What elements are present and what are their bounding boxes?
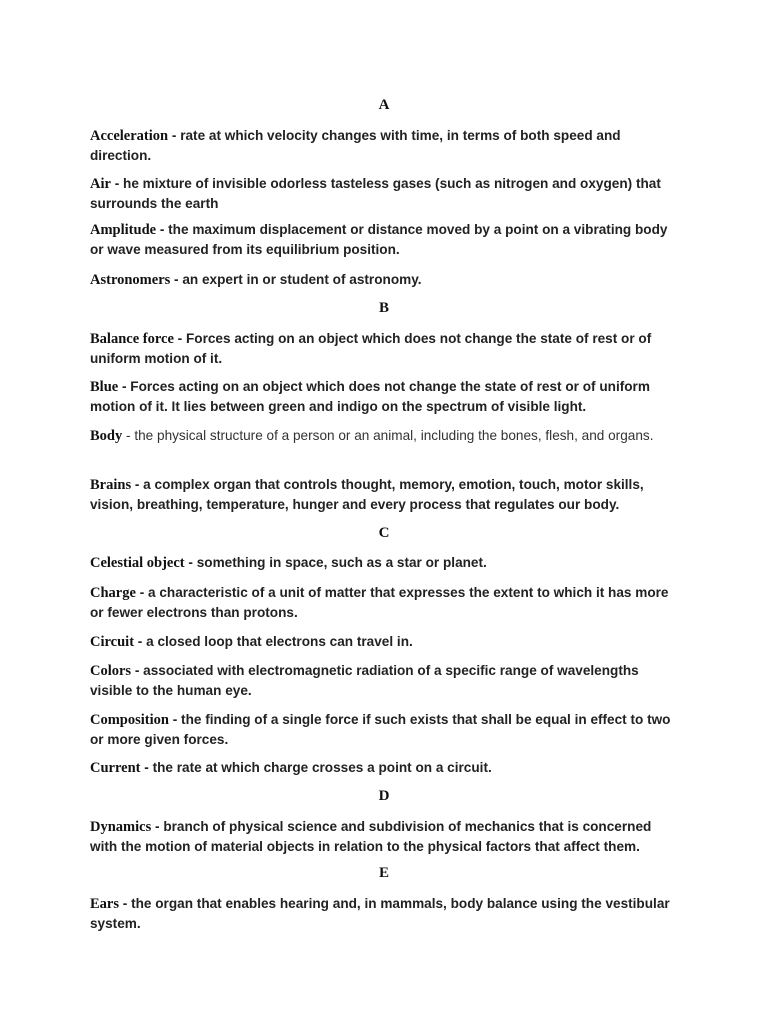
entry-definition: - he mixture of invisible odorless tasteless gases (such as nitrogen and oxygen) that surrounds the earth (90, 176, 661, 211)
glossary-entry-charge (90, 583, 682, 622)
entry-term: Charge (90, 585, 136, 601)
glossary-entry-dynamics (90, 817, 682, 856)
entry-definition: - an expert in or student of astronomy. (170, 272, 422, 287)
entry-term: Brains (90, 477, 132, 493)
entry-definition: - branch of physical science and subdivision of mechanics that is concerned with the motion of material objects in relation to the physical factors that affect them. (90, 819, 652, 854)
entry-term: Amplitude (90, 222, 157, 238)
glossary-entry-current (90, 758, 682, 778)
glossary-entry-celestial-object (90, 553, 682, 573)
entry-definition: - something in space, such as a star or planet. (184, 555, 487, 570)
entry-term: Body (90, 428, 123, 444)
glossary-entry-blue (90, 377, 682, 416)
entry-term: Acceleration (90, 128, 169, 144)
glossary-entry-brains (90, 475, 682, 514)
section-heading-e: E (378, 865, 389, 881)
entry-term: Ears (90, 896, 119, 912)
entry-definition: - the physical structure of a person or an animal, including the bones, flesh, and organs. (122, 428, 654, 443)
glossary-entry-astronomers (90, 270, 682, 290)
entry-definition: - associated with electromagnetic radiation of a specific range of wavelengths visible to the human eye. (90, 663, 639, 698)
glossary-entry-air (90, 174, 682, 213)
glossary-entry-balance-force (90, 329, 682, 368)
glossary-entry-acceleration (90, 126, 682, 165)
entry-definition: - Forces acting on an object which does not change the state of rest or of uniform motion of it. It lies between green and indigo on the spectrum of visible light. (90, 379, 650, 414)
entry-term: Air (90, 176, 111, 192)
glossary-entry-ears (90, 894, 682, 933)
entry-definition: - a characteristic of a unit of matter that expresses the extent to which it has more or fewer electrons than protons. (90, 585, 669, 620)
entry-term: Colors (90, 663, 132, 679)
glossary-entry-amplitude (90, 220, 682, 259)
glossary-entry-circuit (90, 632, 682, 652)
entry-definition: - the maximum displacement or distance moved by a point on a vibrating body or wave measured from its equilibrium position. (90, 222, 668, 257)
section-heading-d: D (378, 788, 390, 804)
entry-definition: - a complex organ that controls thought, memory, emotion, touch, motor skills, vision, breathing, temperature, hunger and every process that regulates our body. (90, 477, 644, 512)
entry-definition: - the finding of a single force if such exists that shall be equal in effect to two or more given forces. (90, 712, 671, 747)
entry-term: Current (90, 760, 141, 776)
entry-term: Dynamics (90, 819, 152, 835)
entry-definition: - a closed loop that electrons can travel in. (134, 634, 413, 649)
glossary-entry-colors (90, 661, 682, 700)
section-heading-c: C (378, 525, 390, 541)
entry-definition: - the rate at which charge crosses a point on a circuit. (140, 760, 492, 775)
entry-term: Composition (90, 712, 169, 728)
entry-term: Blue (90, 379, 119, 395)
entry-definition: - rate at which velocity changes with time, in terms of both speed and direction. (90, 128, 621, 163)
entry-definition: - Forces acting on an object which does not change the state of rest or of uniform motion of it. (90, 331, 652, 366)
entry-term: Balance force (90, 331, 174, 347)
entry-term: Astronomers (90, 272, 171, 288)
entry-term: Circuit (90, 634, 135, 650)
section-heading-a: A (378, 97, 390, 113)
glossary-entry-composition (90, 710, 682, 749)
section-heading-b: B (378, 300, 389, 316)
entry-term: Celestial object (90, 555, 185, 571)
glossary-entry-body (90, 426, 682, 446)
entry-definition: - the organ that enables hearing and, in mammals, body balance using the vestibular system. (90, 896, 670, 931)
